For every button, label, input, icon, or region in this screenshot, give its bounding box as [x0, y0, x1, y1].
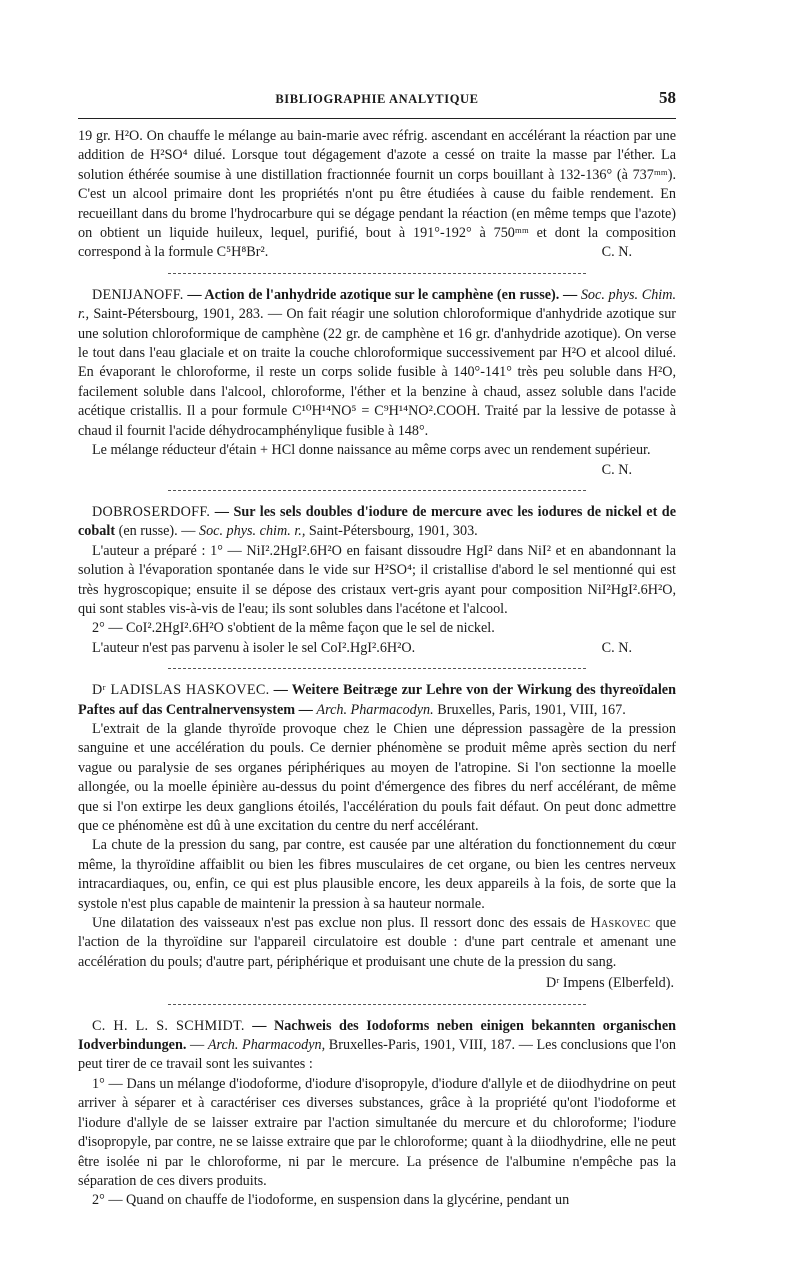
article-body-paragraph: 2° — Quand on chauffe de l'iodoforme, en suspension dans la glycérine, pendant un — [92, 1192, 570, 1209]
article-body-paragraph: L'auteur a préparé : 1° — NiI².2HgI².6H²O en faisant dissoudre HgI² dans NiI² et en abandonnant la solution à l'évaporation spontanée dans le vide sur H²SO⁴; il cristallise d'abord le sel mentionné qui est très hygroscopique; ensuite il se dépose des cristaux vert-gris ayant pour composition NiI²HgI².6H²O, qui sont stables vis-à-vis de l'eau; ils sont solubles dans l'acétone et l'alcool. — [78, 542, 676, 617]
article-heading — [78, 286, 676, 441]
section-divider — [168, 668, 587, 669]
article-reference: Bruxelles, Paris, 1901, VIII, 167. — [437, 701, 626, 718]
article-signature: C. N. — [601, 639, 632, 656]
article-title: — Weitere Beitræge zur Lehre von der Wirkung des thyreoïdalen Paftes auf das Centralnervensystem — — [78, 682, 676, 718]
article-title-tail: (en russe). — — [118, 523, 196, 540]
intro-paragraph — [78, 127, 676, 263]
article-source: Soc. phys. Chim. r., — [78, 286, 677, 323]
article-title: — Nachweis des Iodoforms neben einigen bekannten organischen Iodverbindungen. — [78, 1017, 677, 1054]
article-denijanoff — [78, 286, 676, 480]
cited-author: Haskovec — [590, 915, 651, 932]
section-divider — [168, 1004, 587, 1005]
section-divider — [168, 273, 587, 274]
article-body: Le mélange réducteur d'étain + HCl donne naissance au même corps avec un rendement supérieur. — [92, 442, 651, 459]
article-dobroserdoff — [78, 503, 676, 658]
article-body-paragraph — [78, 914, 676, 972]
article-body-paragraph: La chute de la pression du sang, par contre, est causée par une altération du fonctionnement du cœur même, la thyroïdine affaiblit ou bien les fibres musculaires de cet organe, ou bien les centres nerveux intracardiaques, ou, enfin, ce qui est plus plausible encore, les deux appareils à la fois, de sorte que la systole n'est plus capable de maintenir la pression à sa hauteur normale. — [78, 837, 676, 912]
article-haskovec — [78, 681, 676, 994]
article-body-paragraph: L'extrait de la glande thyroïde provoque chez le Chien une dépression passagère de la pression sanguine et une accélération du pouls. Ce dernier phénomène se produit même après section du nerf vague ou paralysie de ses organes périphériques au moyen de l'atropine. Si l'on sectionne la moelle allongée, ou la moelle épinière au-dessus du point d'émergence des fibres du nerf accélérant, de même que si l'on extirpe les deux ganglions étoilés, l'accélération du pouls fait défaut. On peut donc admettre que ce phénomène est dû à une excitation du centre du nerf accélérant. — [78, 720, 676, 834]
running-header — [78, 88, 676, 114]
article-heading — [78, 503, 676, 542]
running-title: BIBLIOGRAPHIE ANALYTIQUE — [275, 92, 479, 106]
article-reference: Saint-Pétersbourg, 1901, 303. — [308, 523, 478, 540]
article-body: Une dilatation des vaisseaux n'est pas exclue non plus. Il ressort donc des essais de — [92, 915, 586, 932]
document-page — [78, 88, 676, 1211]
article-schmidt — [78, 1017, 676, 1211]
article-source: Arch. Pharmacodyn. — [316, 701, 434, 718]
article-body: que l'action de la thyroïdine sur l'appareil circulatoire est double : d'une part centrale et amenant une accélération du pouls; d'autre part, périphérique et produisant une chute de la pression du sang. — [78, 915, 677, 970]
intro-signature: C. N. — [601, 244, 632, 261]
article-reference: Saint-Pétersbourg, 1901, 283. — [93, 306, 264, 323]
article-body-paragraph — [78, 639, 676, 658]
page-number: 58 — [659, 88, 676, 107]
article-signature: Dʳ Impens (Elberfeld). — [546, 975, 674, 992]
article-signature: C. N. — [601, 461, 632, 478]
article-author: Dʳ LADISLAS HASKOVEC. — [92, 682, 270, 699]
article-author: DENIJANOFF. — [92, 286, 184, 303]
article-reference: Bruxelles-Paris, 1901, VIII, 187. — [328, 1037, 516, 1054]
header-rule — [78, 118, 676, 119]
article-body: — Les conclusions que l'on peut tirer de ce travail sont les suivantes : — [78, 1037, 676, 1073]
article-source: Arch. Pharmacodyn, — [207, 1037, 326, 1054]
article-title: — Sur les sels doubles d'iodure de mercure avec les iodures de nickel et de cobalt — [78, 503, 676, 540]
article-heading — [78, 1017, 676, 1075]
article-heading — [78, 681, 676, 720]
article-dash: — — [190, 1037, 205, 1054]
article-body: L'auteur n'est pas parvenu à isoler le sel CoI².HgI².6H²O. — [92, 639, 416, 656]
article-body-paragraph: 1° — Dans un mélange d'iodoforme, d'iodure d'isopropyle, d'iodure d'allyle et de diiodhydrine on peut arriver à séparer et à caractériser ces diverses substances, grâce à la propriété qu'ont l'iodoforme et l'iodure d'allyle de se laisser extraire par l'action simultanée du mercure et du chloroforme; l'iodure d'isopropyle, par contre, ne se laisse extraire que par le chloroforme; quant à la diiodhydrine, elle ne peut être isolée ni par le chloroforme, ni par le mercure. La présence de l'albumine n'empêche pas la séparation de ces divers produits. — [78, 1075, 676, 1189]
intro-text: 19 gr. H²O. On chauffe le mélange au bain-marie avec réfrig. ascendant en accélérant la réaction par une addition de H²SO⁴ dilué. Lorsque tout dégagement d'azote a cessé on traite la masse par l'éther. La solution éthérée soumise à une distillation fractionnée fournit un corps bouillant à 132-136° (à 737ᵐᵐ). C'est un alcool primaire dont les propriétés n'ont pu être étudiées à cause du faible rendement. En recueillant dans du brome l'hydrocarbure qui se dégage pendant la réaction (en même temps que l'azote) on obtient un liquide huileux, lequel, purifié, bout à 191°-192° à 750ᵐᵐ et dont la composition correspond à la formule C⁵H⁸Br². — [78, 128, 676, 261]
article-author: C. H. L. S. SCHMIDT. — [92, 1017, 245, 1034]
section-divider — [168, 490, 587, 491]
article-body: — On fait réagir une solution chloroformique d'anhydride azotique sur une solution chloroformique de camphène (22 gr. de camphène et 16 gr. d'anhydride azotique). On verse le tout dans l'eau glaciale et on traite la couche chloroformique successivement par H²O et alcool dilué. En évaporant le chloroforme, il reste un corps solide fusible à 140°-141° très peu soluble dans H²O, facilement soluble dans l'alcool, chloroforme, l'éther et la benzine à chaud, assez soluble dans l'acide acétique cristallis. Il a pour formule C¹⁰H¹⁴NO⁵ = C⁹H¹⁴NO².COOH. Traité par la lessive de potasse à chaud il fournit l'acide déhydrocamphénylique fusible à 148°. — [78, 306, 677, 439]
article-body-paragraph: 2° — CoI².2HgI².6H²O s'obtient de la même façon que le sel de nickel. — [92, 620, 495, 637]
article-source: Soc. phys. chim. r., — [198, 523, 306, 540]
article-body-paragraph — [78, 441, 676, 478]
article-title: — Action de l'anhydride azotique sur le camphène (en russe). — — [187, 286, 578, 303]
article-author: DOBROSERDOFF. — [92, 503, 211, 520]
